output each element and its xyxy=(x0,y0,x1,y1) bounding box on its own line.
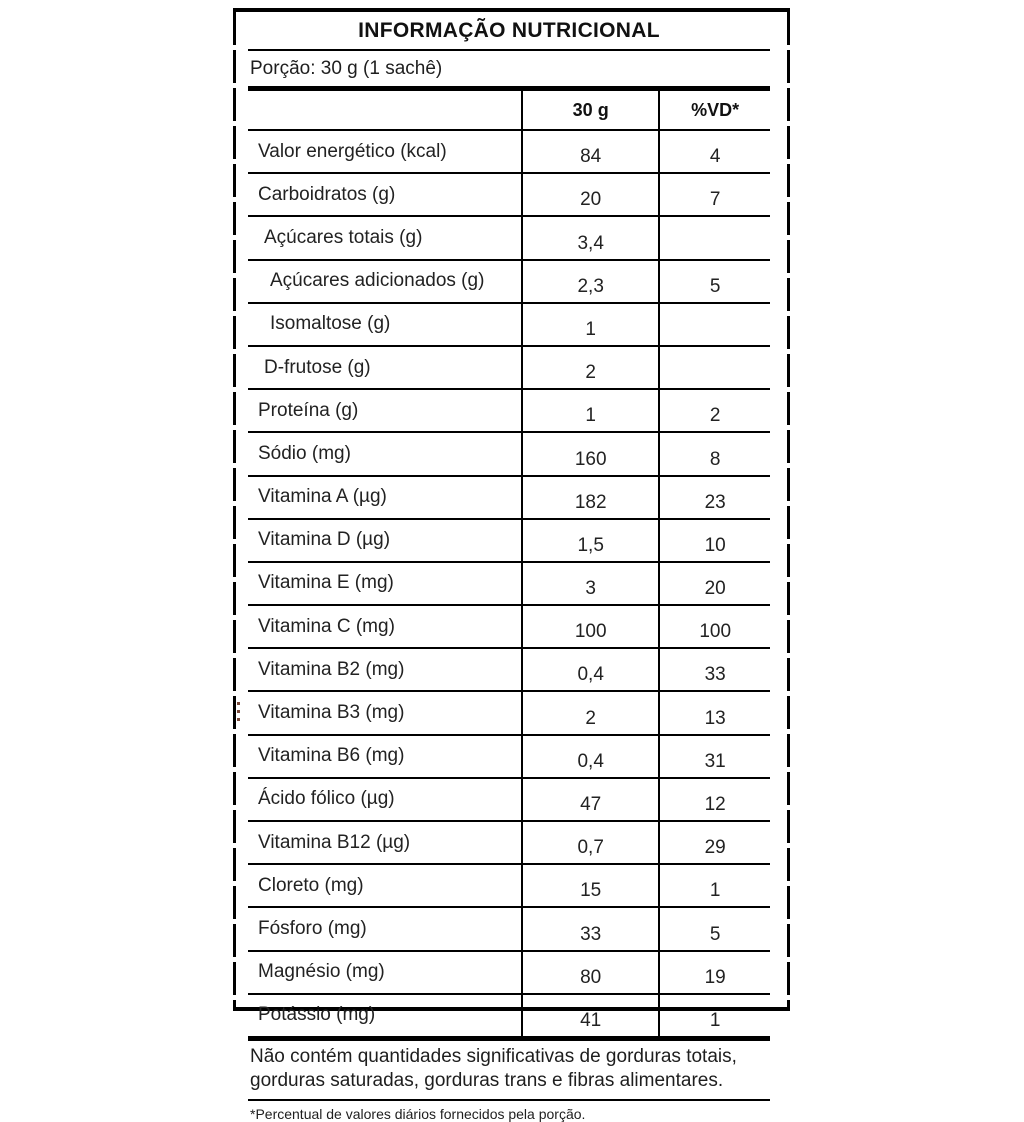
nutrient-name: Sódio (mg) xyxy=(248,432,522,475)
nutrient-amount: 2 xyxy=(522,346,659,389)
nutrient-name: Açúcares adicionados (g) xyxy=(248,260,522,303)
nutrient-name: Vitamina B12 (µg) xyxy=(248,821,522,864)
nutrition-label-title: INFORMAÇÃO NUTRICIONAL xyxy=(248,12,770,51)
header-amount-column: 30 g xyxy=(522,91,659,130)
nutrient-dv: 33 xyxy=(659,648,770,691)
nutrient-amount: 100 xyxy=(522,605,659,648)
nutrient-dv: 1 xyxy=(659,994,770,1039)
nutrient-dv: 100 xyxy=(659,605,770,648)
nutrient-dv: 13 xyxy=(659,691,770,734)
table-row xyxy=(248,173,770,216)
nutrient-amount: 3,4 xyxy=(522,216,659,259)
nutrient-dv xyxy=(659,346,770,389)
table-row xyxy=(248,562,770,605)
nutrient-amount: 80 xyxy=(522,951,659,994)
nutrient-amount: 1 xyxy=(522,389,659,432)
table-row xyxy=(248,130,770,173)
table-row xyxy=(248,389,770,432)
nutrient-name: Carboidratos (g) xyxy=(248,173,522,216)
table-row xyxy=(248,691,770,734)
nutrient-name: Fósforo (mg) xyxy=(248,907,522,950)
nutrient-name: Vitamina B2 (mg) xyxy=(248,648,522,691)
nutrient-name: Potássio (mg) xyxy=(248,994,522,1039)
table-row xyxy=(248,994,770,1039)
table-row xyxy=(248,346,770,389)
nutrient-dv: 5 xyxy=(659,260,770,303)
nutrient-dv: 10 xyxy=(659,519,770,562)
table-row xyxy=(248,951,770,994)
scan-artifact-dots xyxy=(237,702,240,726)
nutrient-dv xyxy=(659,216,770,259)
nutrient-amount: 20 xyxy=(522,173,659,216)
nutrient-name: Magnésio (mg) xyxy=(248,951,522,994)
table-row xyxy=(248,432,770,475)
nutrient-amount: 0,4 xyxy=(522,735,659,778)
nutrient-amount: 160 xyxy=(522,432,659,475)
nutrient-name: Vitamina B6 (mg) xyxy=(248,735,522,778)
daily-values-footnote: *Percentual de valores diários fornecidos pela porção. xyxy=(250,1105,586,1122)
nutrient-amount: 41 xyxy=(522,994,659,1039)
nutrient-amount: 2 xyxy=(522,691,659,734)
nutrient-amount: 0,7 xyxy=(522,821,659,864)
nutrient-name: Isomaltose (g) xyxy=(248,303,522,346)
nutrient-amount: 2,3 xyxy=(522,260,659,303)
nutrient-dv: 31 xyxy=(659,735,770,778)
table-row xyxy=(248,605,770,648)
nutrient-amount: 84 xyxy=(522,130,659,173)
table-row xyxy=(248,907,770,950)
nutrient-dv xyxy=(659,303,770,346)
nutrient-name: Vitamina E (mg) xyxy=(248,562,522,605)
nutrient-name: Vitamina D (µg) xyxy=(248,519,522,562)
nutrient-amount: 1,5 xyxy=(522,519,659,562)
nutrient-amount: 1 xyxy=(522,303,659,346)
no-significant-amounts-note: Não contém quantidades significativas de gorduras totais, gorduras saturadas, gorduras trans e fibras alimentares. xyxy=(248,1041,770,1101)
header-empty-cell xyxy=(248,91,522,130)
nutrient-dv: 29 xyxy=(659,821,770,864)
nutrient-name: Ácido fólico (µg) xyxy=(248,778,522,821)
table-row xyxy=(248,735,770,778)
serving-size-text: Porção: 30 g (1 sachê) xyxy=(248,51,770,91)
table-row xyxy=(248,260,770,303)
table-row xyxy=(248,216,770,259)
nutrient-amount: 3 xyxy=(522,562,659,605)
nutrient-dv: 23 xyxy=(659,476,770,519)
table-row xyxy=(248,648,770,691)
table-row xyxy=(248,519,770,562)
nutrition-table-body xyxy=(248,130,770,1038)
nutrient-name: Vitamina C (mg) xyxy=(248,605,522,648)
nutrient-dv: 8 xyxy=(659,432,770,475)
nutrient-name: Vitamina B3 (mg) xyxy=(248,691,522,734)
table-row xyxy=(248,821,770,864)
nutrient-dv: 7 xyxy=(659,173,770,216)
nutrient-amount: 0,4 xyxy=(522,648,659,691)
table-row xyxy=(248,778,770,821)
nutrient-amount: 182 xyxy=(522,476,659,519)
table-row xyxy=(248,476,770,519)
nutrient-name: Proteína (g) xyxy=(248,389,522,432)
nutrient-dv: 4 xyxy=(659,130,770,173)
nutrient-name: Cloreto (mg) xyxy=(248,864,522,907)
table-row xyxy=(248,303,770,346)
nutrient-dv: 2 xyxy=(659,389,770,432)
nutrition-table xyxy=(248,91,770,1041)
table-header-row xyxy=(248,91,770,130)
nutrient-amount: 33 xyxy=(522,907,659,950)
nutrient-dv: 1 xyxy=(659,864,770,907)
nutrition-label xyxy=(233,8,790,1122)
nutrient-name: D-frutose (g) xyxy=(248,346,522,389)
nutrient-dv: 19 xyxy=(659,951,770,994)
nutrient-dv: 12 xyxy=(659,778,770,821)
nutrient-dv: 20 xyxy=(659,562,770,605)
nutrient-name: Açúcares totais (g) xyxy=(248,216,522,259)
nutrient-dv: 5 xyxy=(659,907,770,950)
nutrient-amount: 15 xyxy=(522,864,659,907)
nutrient-name: Valor energético (kcal) xyxy=(258,140,447,162)
table-row xyxy=(248,864,770,907)
nutrient-name: Vitamina A (µg) xyxy=(248,476,522,519)
header-dv-column: %VD* xyxy=(659,91,770,130)
nutrient-amount: 47 xyxy=(522,778,659,821)
